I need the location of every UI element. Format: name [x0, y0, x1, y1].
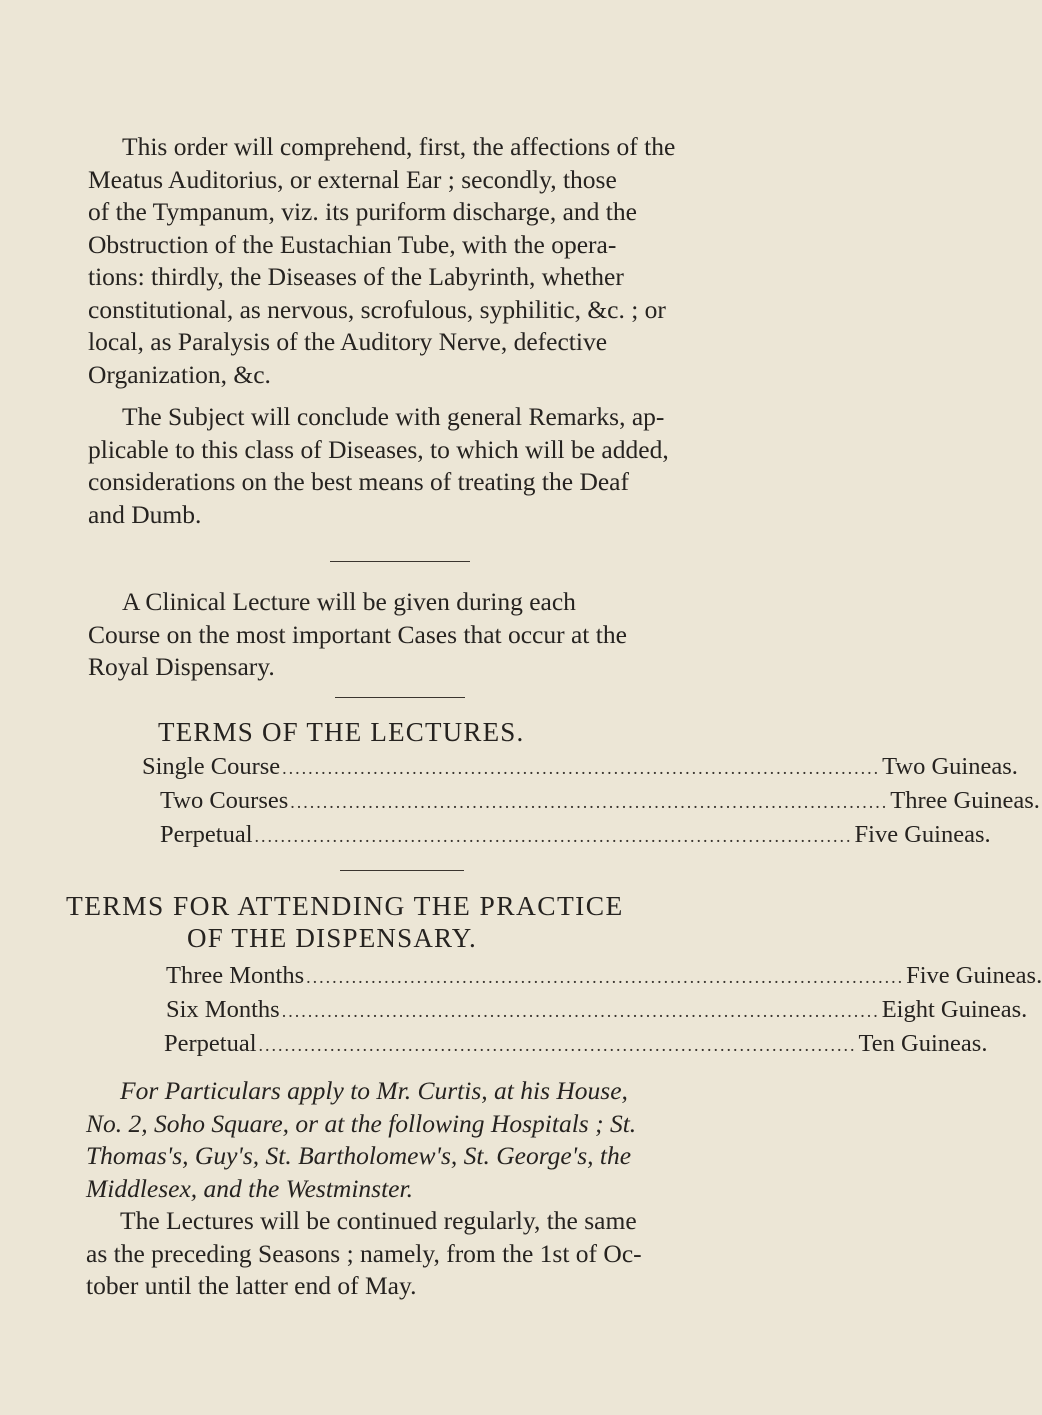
text-line: Meatus Auditorius, or external Ear ; secondly, those	[88, 164, 617, 194]
text-line: tober until the latter end of May.	[86, 1271, 417, 1300]
dot-leader: ............................................................................................	[254, 826, 853, 846]
divider-rule	[335, 697, 465, 698]
text-line: This order will comprehend, first, the affections of the	[122, 132, 676, 161]
text-line: Thomas's, Guy's, St. Bartholomew's, St. George's, the	[86, 1141, 632, 1170]
fee-row	[160, 821, 991, 849]
course-name: Perpetual	[160, 821, 253, 848]
text-line: local, as Paralysis of the Auditory Nerve, defective	[88, 327, 608, 356]
dot-leader: ............................................................................................	[258, 1035, 857, 1055]
fee-amount: Five Guineas.	[906, 962, 1042, 989]
fee-row	[142, 753, 1018, 781]
dot-leader: ............................................................................................	[306, 967, 905, 987]
text-line: A Clinical Lecture will be given during each	[122, 587, 576, 616]
fee-amount: Five Guineas.	[854, 821, 991, 848]
text-line: Middlesex, and the Westminster.	[86, 1173, 413, 1203]
fee-amount: Three Guineas.	[890, 787, 1040, 814]
clinical-lecture-paragraph	[88, 586, 770, 684]
intro-paragraph	[88, 131, 770, 391]
particulars-paragraph	[86, 1075, 766, 1205]
fee-row	[166, 996, 1028, 1024]
fee-row	[166, 962, 1042, 990]
course-name: Single Course	[142, 753, 281, 780]
text-line: considerations on the best means of treating the Deaf	[88, 467, 629, 496]
lectures-terms-heading: TERMS OF THE LECTURES.	[158, 717, 525, 747]
text-line: The Subject will conclude with general Remarks, ap-	[122, 402, 665, 431]
fee-amount: Eight Guineas.	[881, 996, 1028, 1023]
conclusion-paragraph	[88, 401, 770, 531]
fee-row	[164, 1030, 988, 1058]
text-line: Royal Dispensary.	[88, 652, 275, 681]
text-line: of the Tympanum, viz. its puriform discharge, and the	[88, 197, 637, 226]
course-name: Two Courses	[160, 787, 289, 814]
text-line: Organization, &c.	[88, 359, 271, 389]
text-line: plicable to this class of Diseases, to which will be added,	[88, 434, 669, 464]
text-line: constitutional, as nervous, scrofulous, syphilitic, &c. ; or	[88, 294, 666, 324]
text-line: The Lectures will be continued regularly, the same	[120, 1206, 637, 1235]
text-line: tions: thirdly, the Diseases of the Labyrinth, whether	[88, 262, 624, 291]
fee-amount: Two Guineas.	[882, 753, 1018, 780]
course-name: Three Months	[166, 962, 305, 989]
text-line: No. 2, Soho Square, or at the following Hospitals ; St.	[86, 1108, 637, 1138]
dot-leader: ............................................................................................	[282, 758, 881, 778]
divider-rule	[330, 561, 470, 562]
closing-paragraph	[86, 1205, 766, 1303]
divider-rule	[340, 870, 464, 871]
dot-leader: ............................................................................................	[281, 1001, 880, 1021]
course-name: Six Months	[166, 996, 280, 1023]
text-line: Obstruction of the Eustachian Tube, with the opera-	[88, 229, 617, 259]
practice-terms-heading: TERMS FOR ATTENDING THE PRACTICE	[66, 890, 624, 921]
fee-amount: Ten Guineas.	[858, 1030, 988, 1057]
text-line: and Dumb.	[88, 499, 202, 529]
practice-terms-subheading: OF THE DISPENSARY.	[187, 923, 477, 953]
text-line: Course on the most important Cases that occur at the	[88, 619, 627, 649]
text-line: as the preceding Seasons ; namely, from the 1st of Oc-	[86, 1238, 642, 1268]
course-name: Perpetual	[164, 1030, 257, 1057]
fee-row	[160, 787, 1040, 815]
text-line: For Particulars apply to Mr. Curtis, at his House,	[120, 1076, 628, 1105]
dot-leader: ............................................................................................	[290, 792, 889, 812]
